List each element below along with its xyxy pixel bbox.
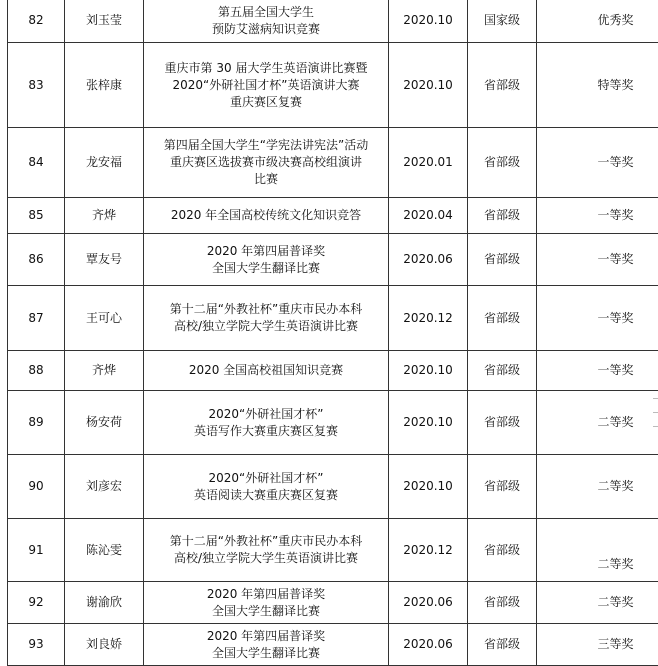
award-level: 省部级: [468, 519, 537, 582]
row-number: 90: [8, 455, 65, 519]
competition-line: 2020“外研社国才杯”: [147, 470, 385, 487]
competition-name: [144, 582, 389, 624]
competition-line: 2020 年全国高校传统文化知识竞答: [147, 207, 385, 224]
award-grade: 一等奖: [537, 286, 658, 351]
table-row: [8, 391, 658, 455]
row-number: 89: [8, 391, 65, 455]
table-row: [8, 582, 658, 624]
table-row: [8, 198, 658, 234]
competition-line: 2020 年第四届普译奖: [147, 243, 385, 260]
competition-line: 2020 年第四届普译奖: [147, 628, 385, 645]
award-level: 省部级: [468, 351, 537, 391]
award-date: 2020.06: [389, 624, 468, 666]
table-row: [8, 0, 658, 43]
competition-name: [144, 391, 389, 455]
student-name: 张梓康: [65, 43, 144, 128]
table-row: [8, 519, 658, 582]
competition-name: [144, 43, 389, 128]
competition-name: [144, 198, 389, 234]
competition-name: [144, 234, 389, 286]
award-date: 2020.10: [389, 0, 468, 43]
competition-line: 英语阅读大赛重庆赛区复赛: [147, 487, 385, 504]
award-date: 2020.06: [389, 582, 468, 624]
table-row: [8, 286, 658, 351]
award-date: 2020.10: [389, 455, 468, 519]
competition-line: 第四届全国大学生“学宪法讲宪法”活动: [147, 137, 385, 154]
competition-line: 全国大学生翻译比赛: [147, 645, 385, 662]
student-name: 陈沁雯: [65, 519, 144, 582]
competition-name: [144, 286, 389, 351]
student-name: 刘良娇: [65, 624, 144, 666]
edge-mark: [653, 412, 658, 413]
award-grade: 三等奖: [537, 624, 658, 666]
award-level: 省部级: [468, 286, 537, 351]
row-number: 87: [8, 286, 65, 351]
edge-mark: [653, 426, 658, 427]
row-number: 83: [8, 43, 65, 128]
competition-name: [144, 624, 389, 666]
award-grade: 一等奖: [537, 198, 658, 234]
student-name: 杨安荷: [65, 391, 144, 455]
competition-name: [144, 519, 389, 582]
award-grade: 一等奖: [537, 128, 658, 198]
award-level: 省部级: [468, 234, 537, 286]
competition-line: 2020 全国高校祖国知识竞赛: [147, 362, 385, 379]
award-grade: 优秀奖: [537, 0, 658, 43]
competition-line: 2020“外研社国才杯”: [147, 406, 385, 423]
award-grade: 特等奖: [537, 43, 658, 128]
award-level: 省部级: [468, 391, 537, 455]
edge-mark: [653, 398, 658, 399]
award-date: 2020.10: [389, 351, 468, 391]
row-number: 85: [8, 198, 65, 234]
competition-name: [144, 128, 389, 198]
award-grade: 一等奖: [537, 234, 658, 286]
competition-line: 第十二届“外教社杯”重庆市民办本科: [147, 533, 385, 550]
award-grade: 二等奖: [537, 582, 658, 624]
awards-table: [7, 0, 658, 666]
row-number: 86: [8, 234, 65, 286]
award-level: 省部级: [468, 624, 537, 666]
competition-line: 重庆赛区选拔赛市级决赛高校组演讲: [147, 154, 385, 171]
row-number: 82: [8, 0, 65, 43]
row-number: 84: [8, 128, 65, 198]
award-level: 省部级: [468, 198, 537, 234]
competition-line: 全国大学生翻译比赛: [147, 603, 385, 620]
competition-line: 英语写作大赛重庆赛区复赛: [147, 423, 385, 440]
award-date: 2020.12: [389, 519, 468, 582]
award-level: 省部级: [468, 455, 537, 519]
row-number: 92: [8, 582, 65, 624]
student-name: 谢渝欣: [65, 582, 144, 624]
table-row: [8, 624, 658, 666]
table-row: [8, 455, 658, 519]
award-date: 2020.06: [389, 234, 468, 286]
award-date: 2020.10: [389, 43, 468, 128]
award-level: 省部级: [468, 582, 537, 624]
award-date: 2020.04: [389, 198, 468, 234]
award-grade: 二等奖: [537, 455, 658, 519]
student-name: 刘玉莹: [65, 0, 144, 43]
row-number: 91: [8, 519, 65, 582]
student-name: 龙安福: [65, 128, 144, 198]
award-level: 国家级: [468, 0, 537, 43]
award-date: 2020.10: [389, 391, 468, 455]
competition-name: [144, 351, 389, 391]
competition-name: [144, 455, 389, 519]
award-date: 2020.01: [389, 128, 468, 198]
competition-line: 2020 年第四届普译奖: [147, 586, 385, 603]
competition-line: 全国大学生翻译比赛: [147, 260, 385, 277]
student-name: 王可心: [65, 286, 144, 351]
competition-line: 2020“外研社国才杯”英语演讲大赛: [147, 77, 385, 94]
competition-line: 第十二届“外教社杯”重庆市民办本科: [147, 301, 385, 318]
student-name: 齐烨: [65, 351, 144, 391]
award-level: 省部级: [468, 43, 537, 128]
award-grade: 一等奖: [537, 351, 658, 391]
row-number: 88: [8, 351, 65, 391]
award-grade: 二等奖: [537, 391, 658, 455]
award-level: 省部级: [468, 128, 537, 198]
award-date: 2020.12: [389, 286, 468, 351]
competition-line: 预防艾滋病知识竞赛: [147, 21, 385, 38]
student-name: 覃友号: [65, 234, 144, 286]
competition-line: 高校/独立学院大学生英语演讲比赛: [147, 318, 385, 335]
competition-line: 第五届全国大学生: [147, 4, 385, 21]
competition-line: 重庆市第 30 届大学生英语演讲比赛暨: [147, 60, 385, 77]
row-number: 93: [8, 624, 65, 666]
competition-name: [144, 0, 389, 43]
competition-line: 高校/独立学院大学生英语演讲比赛: [147, 550, 385, 567]
awards-table-body: [8, 0, 658, 666]
table-row: [8, 43, 658, 128]
table-row: [8, 351, 658, 391]
competition-line: 比赛: [147, 171, 385, 188]
competition-line: 重庆赛区复赛: [147, 94, 385, 111]
table-row: [8, 234, 658, 286]
student-name: 刘彦宏: [65, 455, 144, 519]
student-name: 齐烨: [65, 198, 144, 234]
table-row: [8, 128, 658, 198]
award-grade: 二等奖: [537, 519, 658, 582]
